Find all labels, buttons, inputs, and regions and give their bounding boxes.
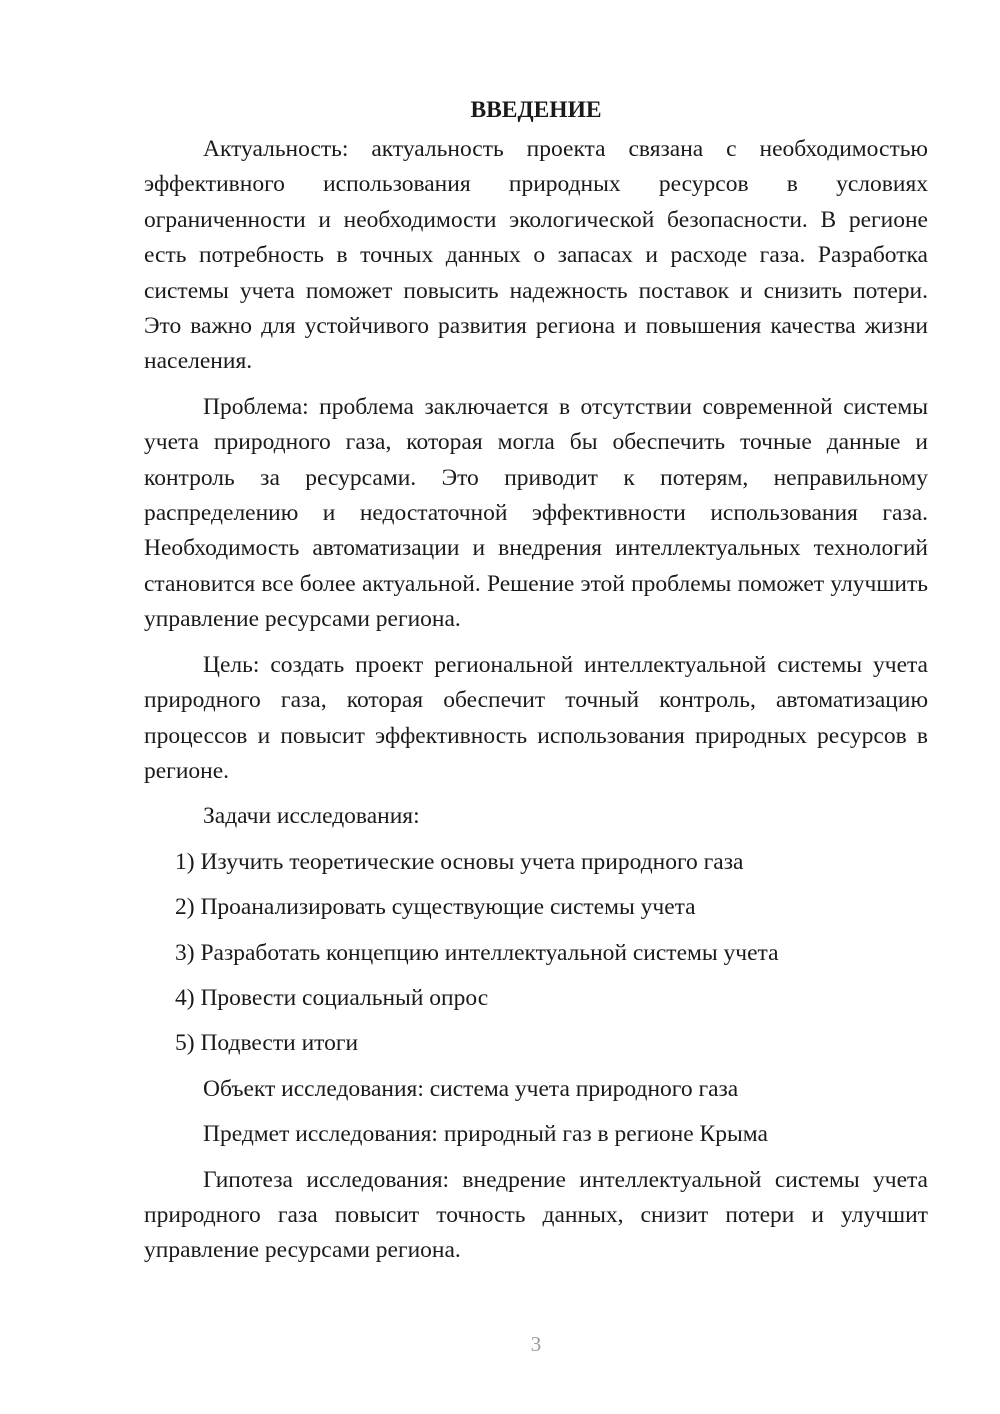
task-item: 4) Провести социальный опрос [175, 984, 489, 1011]
problem-paragraph: Проблема: проблема заключается в отсутствии современной системы учета природного газа, которая могла бы обеспечить точные данные и контроль за ресурсами. Это приводит к потерям, неправильному распределению и недостаточной эффективности использования газа. Необходимость автоматизации и внедрения интеллектуальных технологий становится все более актуальной. Решение этой проблемы поможет улучшить управление ресурсами региона. [144, 393, 928, 633]
hypothesis-paragraph: Гипотеза исследования: внедрение интеллектуальной системы учета природного газа повысит точность данных, снизит потери и улучшит управление ресурсами региона. [144, 1166, 928, 1264]
tasks-list [144, 845, 928, 1062]
task-item: 5) Подвести итоги [175, 1030, 359, 1057]
relevance-paragraph: Актуальность: актуальность проекта связана с необходимостью эффективного использования природных ресурсов в условиях ограниченности и необходимости экологической безопасности. В регионе есть потребность в точных данных о запасах и расходе газа. Разработка системы учета поможет повысить надежность поставок и снизить потери. Это важно для устойчивого развития региона и повышения качества жизни населения. [144, 136, 928, 375]
task-item: 1) Изучить теоретические основы учета природного газа [175, 848, 744, 875]
task-item: 2) Проанализировать существующие системы учета [175, 894, 696, 921]
page-title: ВВЕДЕНИЕ [470, 97, 602, 123]
goal-paragraph: Цель: создать проект региональной интеллектуальной системы учета природного газа, которая обеспечит точный контроль, автоматизацию процессов и повысит эффективность использования природных ресурсов в регионе. [144, 651, 928, 784]
research-object: Объект исследования: система учета природного газа [203, 1075, 739, 1102]
document-page [144, 92, 928, 1279]
tasks-title: Задачи исследования: [203, 803, 420, 830]
page-number: 3 [530, 1332, 542, 1356]
task-item: 3) Разработать концепцию интеллектуальной системы учета [175, 939, 779, 966]
research-subject: Предмет исследования: природный газ в регионе Крыма [203, 1121, 768, 1148]
